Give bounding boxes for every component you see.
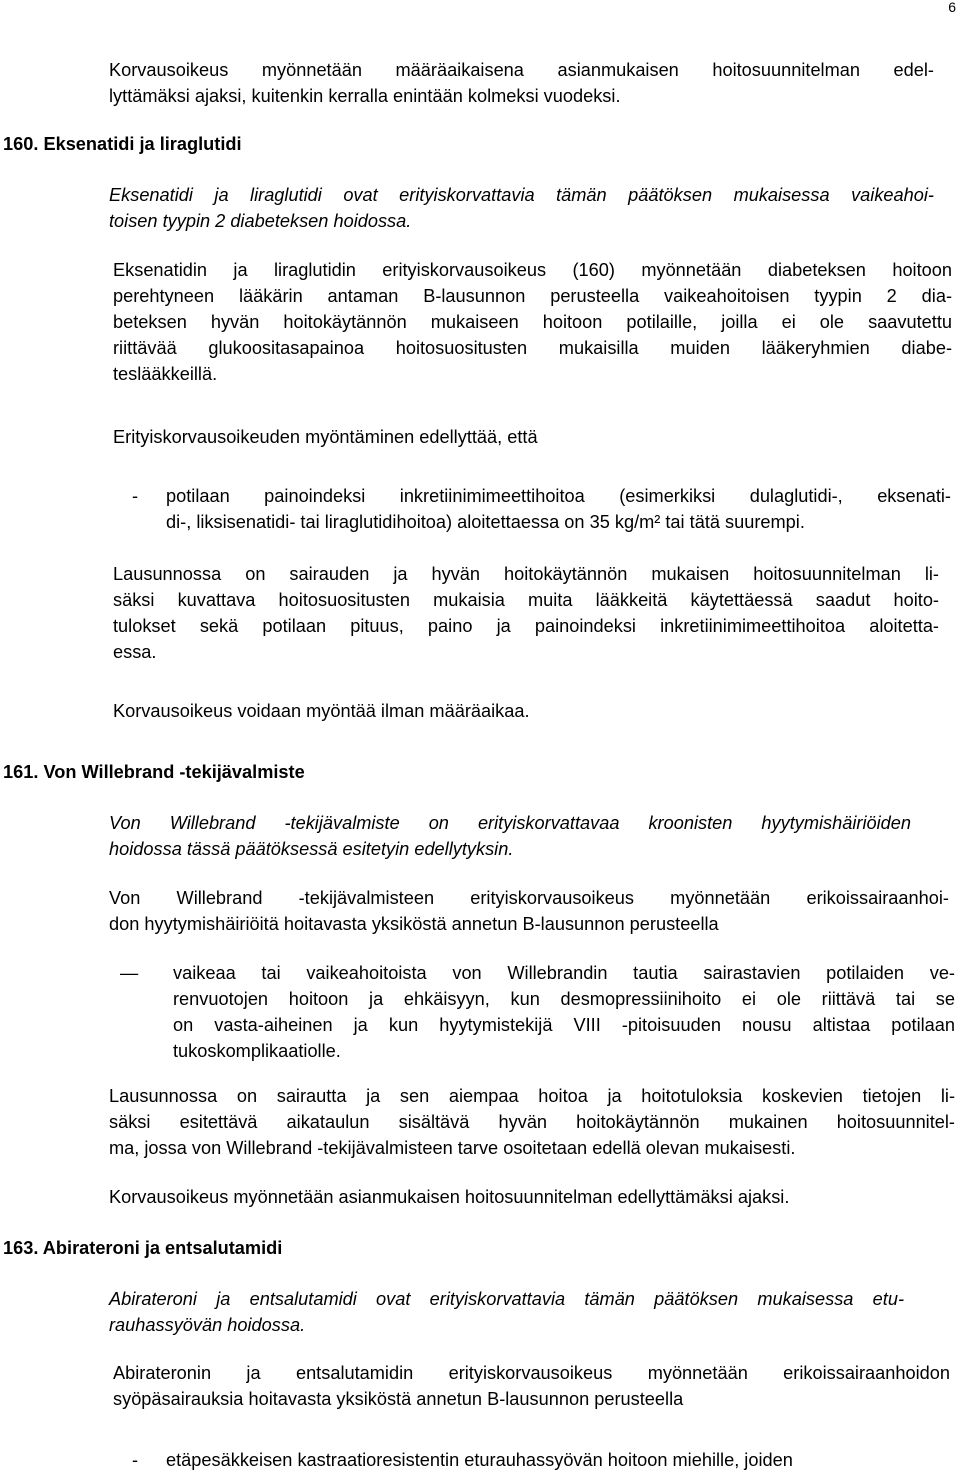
list-item-bmi: [166, 483, 951, 535]
paragraph-161-intro: [109, 810, 911, 862]
text-line: di-, liksisenatidi- tai liraglutidihoitoa) aloitettaessa on 35 kg/m² tai tätä suurempi.: [166, 512, 805, 532]
paragraph-160-requirement: Erityiskorvausoikeuden myöntäminen edellyttää, että: [113, 427, 538, 447]
text-line: vaikeaa tai vaikeahoitoista von Willebrandin tautia sairastavien potilaiden ve-: [173, 963, 955, 983]
text-line: teslääkkeillä.: [113, 364, 218, 384]
text-line: essa.: [113, 642, 157, 662]
text-line: tulokset sekä potilaan pituus, paino ja painoindeksi inkretiinimimeettihoitoa aloitetta-: [113, 616, 939, 636]
paragraph-163-intro: [109, 1286, 904, 1338]
text-line: hoidossa tässä päätöksessä esitetyin edellytyksin.: [109, 839, 514, 859]
dash-bullet: -: [132, 486, 139, 506]
section-heading-163: 163. Abirateroni ja entsalutamidi: [3, 1238, 283, 1258]
text-line: Abirateronin ja entsalutamidin erityiskorvausoikeus myönnetään erikoissairaanhoidon: [113, 1363, 950, 1383]
section-heading-160: 160. Eksenatidi ja liraglutidi: [3, 134, 242, 154]
paragraph-validity-note: [109, 57, 934, 109]
dash-bullet: —: [120, 963, 139, 983]
text-line: Von Willebrand -tekijävalmiste on erityiskorvattavaa kroonisten hyytymishäiriöiden: [109, 813, 911, 833]
text-line: don hyytymishäiriöitä hoitavasta yksiköstä annetun B-lausunnon perusteella: [109, 914, 719, 934]
text-line: Eksenatidi ja liraglutidi ovat erityiskorvattavia tämän päätöksen mukaisessa vaikeahoi-: [109, 185, 934, 205]
paragraph-160-statement: [113, 561, 939, 665]
text-line: Eksenatidin ja liraglutidin erityiskorvausoikeus (160) myönnetään diabeteksen hoitoon: [113, 260, 952, 280]
text-line: renvuotojen hoitoon ja ehkäisyyn, kun desmopressiinihoito ei ole riittävä tai se: [173, 989, 955, 1009]
section-heading-161: 161. Von Willebrand -tekijävalmiste: [3, 762, 305, 782]
paragraph-160-intro: [109, 182, 934, 234]
paragraph-161-validity: Korvausoikeus myönnetään asianmukaisen hoitosuunnitelman edellyttämäksi ajaksi.: [109, 1187, 790, 1207]
paragraph-160-validity: Korvausoikeus voidaan myöntää ilman määräaikaa.: [113, 701, 530, 721]
text-line: riittävää glukoositasapainoa hoitosuositusten mukaisilla muiden lääkeryhmien diabe-: [113, 338, 952, 358]
list-item-von-willebrand: [173, 960, 955, 1064]
paragraph-161-conditions: [109, 885, 949, 937]
text-line: potilaan painoindeksi inkretiinimimeettihoitoa (esimerkiksi dulaglutidi-, eksenati-: [166, 486, 951, 506]
text-line: Lausunnossa on sairauden ja hyvän hoitokäytännön mukaisen hoitosuunnitelman li-: [113, 564, 939, 584]
text-line: toisen tyypin 2 diabeteksen hoidossa.: [109, 211, 412, 231]
list-item-prostate-cancer: etäpesäkkeisen kastraatioresistentin eturauhassyövän hoitoon miehille, joiden: [166, 1450, 793, 1470]
text-line: Korvausoikeus myönnetään määräaikaisena asianmukaisen hoitosuunnitelman edel-: [109, 60, 934, 80]
text-line: on vasta-aiheinen ja kun hyytymistekijä VIII -pitoisuuden nousu altistaa potilaan: [173, 1015, 955, 1035]
text-line: säksi esitettävä aikataulun sisältävä hyvän hoitokäytännön mukainen hoitosuunnitel-: [109, 1112, 955, 1132]
paragraph-161-statement: [109, 1083, 955, 1161]
page-number: 6: [948, 0, 956, 15]
text-line: perehtyneen lääkärin antaman B-lausunnon perusteella vaikeahoitoisen tyypin 2 dia-: [113, 286, 952, 306]
text-line: Von Willebrand -tekijävalmisteen erityiskorvausoikeus myönnetään erikoissairaanhoi-: [109, 888, 949, 908]
text-line: tukoskomplikaatiolle.: [173, 1041, 341, 1061]
text-line: beteksen hyvän hoitokäytännön mukaiseen hoitoon potilaille, joilla ei ole saavutettu: [113, 312, 952, 332]
text-line: Abirateroni ja entsalutamidi ovat erityiskorvattavia tämän päätöksen mukaisessa etu-: [109, 1289, 904, 1309]
text-line: ma, jossa von Willebrand -tekijävalmisteen tarve osoitetaan edellä olevan mukaisesti.: [109, 1138, 796, 1158]
paragraph-160-conditions: [113, 257, 952, 387]
dash-bullet: -: [132, 1450, 139, 1470]
text-line: Lausunnossa on sairautta ja sen aiempaa hoitoa ja hoitotuloksia koskevien tietojen li-: [109, 1086, 955, 1106]
paragraph-163-conditions: [113, 1360, 950, 1412]
text-line: säksi kuvattava hoitosuositusten mukaisia muita lääkkeitä käytettäessä saadut hoito-: [113, 590, 939, 610]
text-line: lyttämäksi ajaksi, kuitenkin kerralla enintään kolmeksi vuodeksi.: [109, 86, 621, 106]
text-line: rauhassyövän hoidossa.: [109, 1315, 306, 1335]
text-line: syöpäsairauksia hoitavasta yksiköstä annetun B-lausunnon perusteella: [113, 1389, 684, 1409]
